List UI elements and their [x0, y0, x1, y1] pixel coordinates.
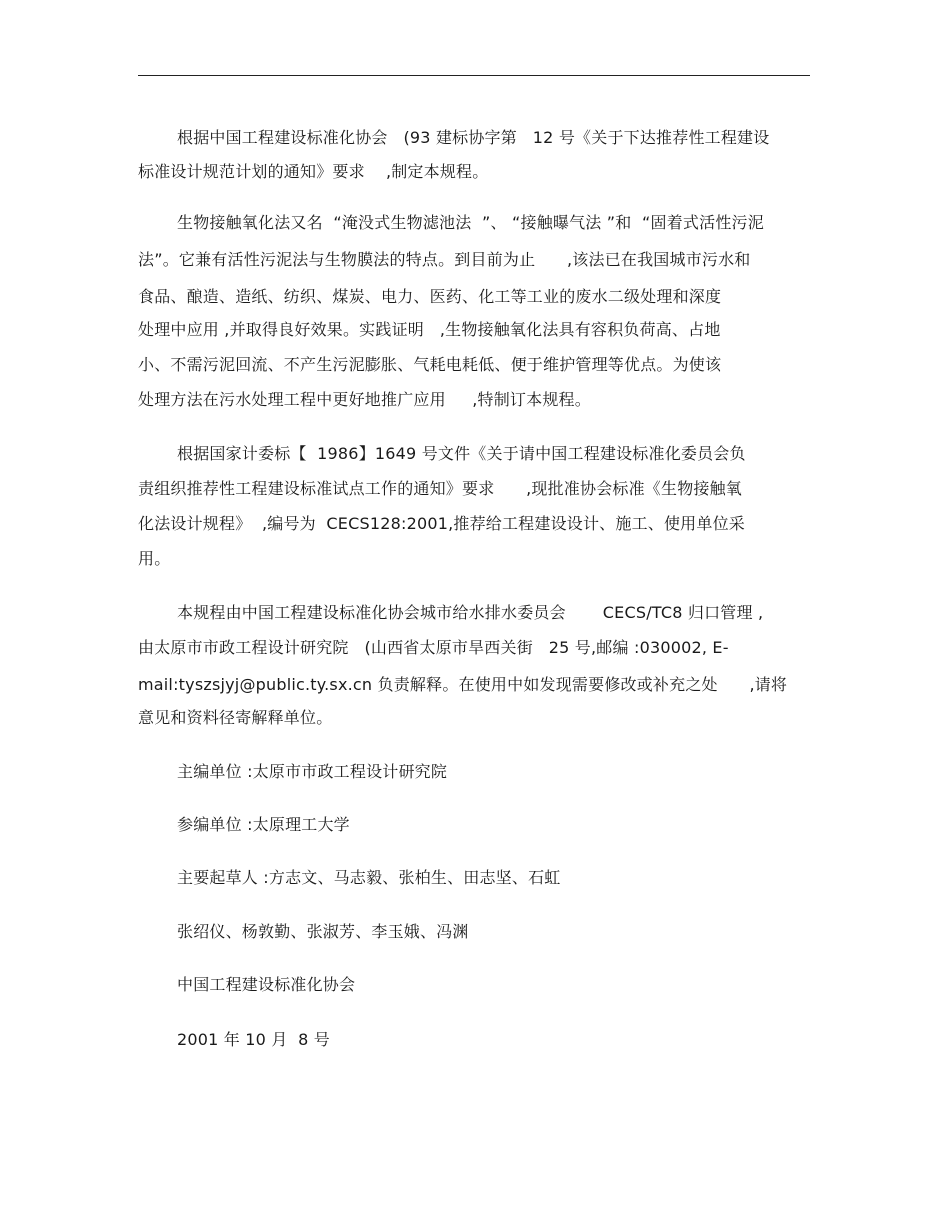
issuing-organization: 中国工程建设标准化协会 — [177, 975, 356, 994]
paragraph-3-line-1: 根据国家计委标【 1986】1649 号文件《关于请中国工程建设标准化委员会负 — [177, 444, 746, 463]
paragraph-3-line-4: 用。 — [138, 549, 171, 568]
paragraph-3-line-3: 化法设计规程》 ,编号为 CECS128:2001,推荐给工程建设设计、施工、使用单位采 — [138, 514, 745, 533]
main-drafters-continued: 张绍仪、杨敦勤、张淑芳、李玉娥、冯渊 — [177, 922, 469, 941]
paragraph-2-line-4: 处理中应用 ,并取得良好效果。实践证明 ,生物接触氧化法具有容积负荷高、占地 — [138, 320, 721, 339]
paragraph-1-line-1: 根据中国工程建设标准化协会 (93 建标协字第 12 号《关于下达推荐性工程建设 — [177, 128, 770, 147]
main-drafters: 主要起草人 :方志文、马志毅、张柏生、田志坚、石虹 — [177, 868, 561, 887]
paragraph-2-line-1: 生物接触氧化法又名 “淹没式生物滤池法 ”、 “接触曝气法 ”和 “固着式活性污泥 — [177, 213, 764, 232]
paragraph-4-line-3: mail:tyszsjyj@public.ty.sx.cn 负责解释。在使用中如发现需要修改或补充之处 ,请将 — [138, 675, 788, 694]
chief-editor-unit: 主编单位 :太原市市政工程设计研究院 — [177, 762, 448, 781]
paragraph-3-line-2: 责组织推荐性工程建设标准试点工作的通知》要求 ,现批准协会标准《生物接触氧 — [138, 479, 743, 498]
paragraph-2-line-6: 处理方法在污水处理工程中更好地推广应用 ,特制订本规程。 — [138, 390, 591, 409]
paragraph-4-line-2: 由太原市市政工程设计研究院 (山西省太原市旱西关街 25 号,邮编 :030002, E- — [138, 638, 729, 657]
issue-date: 2001 年 10 月 8 号 — [177, 1030, 330, 1049]
paragraph-4-line-1: 本规程由中国工程建设标准化协会城市给水排水委员会 CECS/TC8 归口管理 , — [177, 603, 764, 622]
paragraph-2-line-5: 小、不需污泥回流、不产生污泥膨胀、气耗电耗低、便于维护管理等优点。为使该 — [138, 355, 722, 374]
participating-editor-unit: 参编单位 :太原理工大学 — [177, 815, 350, 834]
paragraph-2-line-2: 法”。它兼有活性污泥法与生物膜法的特点。到目前为止 ,该法已在我国城市污水和 — [138, 250, 751, 269]
paragraph-1-line-2: 标准设计规范计划的通知》要求 ,制定本规程。 — [138, 162, 489, 181]
paragraph-4-line-4: 意见和资料径寄解释单位。 — [138, 708, 333, 727]
paragraph-2-line-3: 食品、酿造、造纸、纺织、煤炭、电力、医药、化工等工业的废水二级处理和深度 — [138, 287, 722, 306]
header-rule — [138, 75, 810, 76]
